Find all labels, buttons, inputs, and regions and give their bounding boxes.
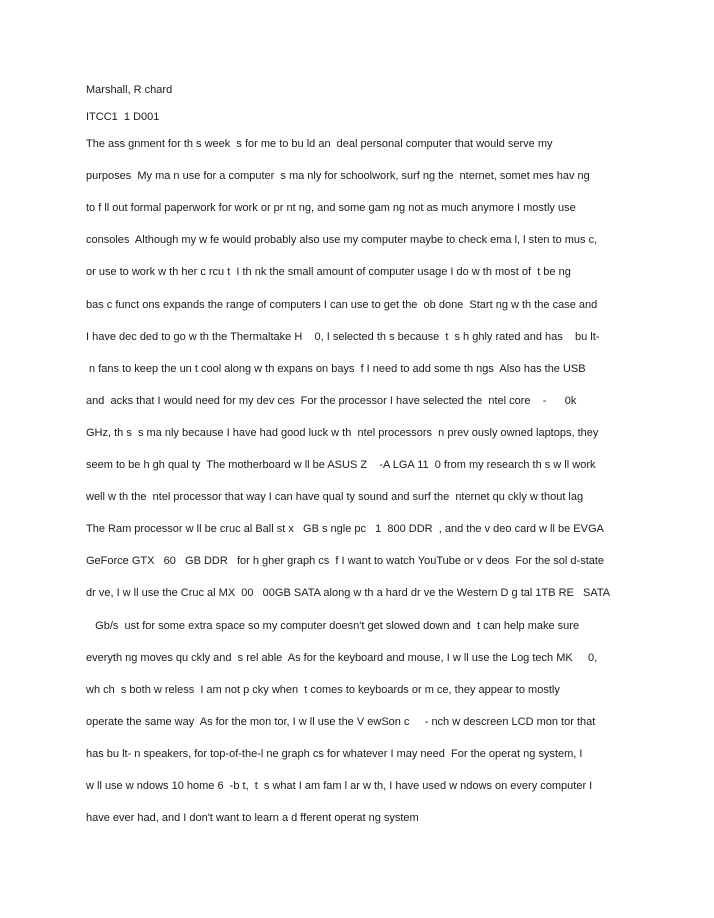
author-name: Marshall, R chard [86, 84, 173, 96]
body-line: dr ve, I w ll use the Cruc al MX 00 00GB SATA along w th a hard dr ve the Western D g tal 1TB RE SATA [86, 587, 611, 600]
body-line: or use to work w th her c rcu t I th nk the small amount of computer usage I do w th most of t be ng [86, 266, 571, 279]
body-line: purposes My ma n use for a computer s ma nly for schoolwork, surf ng the nternet, somet mes hav ng [86, 170, 590, 183]
body-line: I have dec ded to go w th the Thermaltake H 0, I selected th s because t s h ghly rated and has bu lt- [86, 330, 600, 343]
body-line: has bu lt- n speakers, for top-of-the-l ne graph cs for whatever I may need For the operat ng system, I [86, 747, 583, 760]
body-line: have ever had, and I don't want to learn a d fferent operat ng system [86, 812, 419, 825]
body-line: operate the same way As for the mon tor, I w ll use the V ewSon c - nch w descreen LCD mon tor that [86, 715, 596, 728]
body-line: Gb/s ust for some extra space so my computer doesn't get slowed down and t can help make sure [86, 619, 580, 632]
body-line: well w th the ntel processor that way I can have qual ty sound and surf the nternet qu ckly w thout lag [86, 491, 584, 504]
body-line: to f ll out formal paperwork for work or pr nt ng, and some gam ng not as much anymore I mostly use [86, 202, 576, 215]
body-line: GeForce GTX 60 GB DDR for h gher graph cs f I want to watch YouTube or v deos For the sol d-state [86, 555, 605, 568]
body-line: n fans to keep the un t cool along w th expans on bays f I need to add some th ngs Also has the USB [86, 362, 586, 375]
body-line: consoles Although my w fe would probably also use my computer maybe to check ema l, l sten to mus c, [86, 234, 598, 247]
body-line: The ass gnment for th s week s for me to bu ld an deal personal computer that would serve my [86, 138, 553, 150]
body-line: The Ram processor w ll be cruc al Ball st x GB s ngle pc 1 800 DDR , and the v deo card w ll be EVGA [86, 523, 604, 536]
body-line: and acks that I would need for my dev ces For the processor I have selected the ntel core - 0k [86, 394, 577, 407]
course-code: ITCC1 1 D001 [86, 111, 160, 123]
body-line: everyth ng moves qu ckly and s rel able As for the keyboard and mouse, I w ll use the Log tech MK 0, [86, 651, 598, 664]
body-line: bas c funct ons expands the range of computers I can use to get the ob done Start ng w th the case and [86, 298, 598, 311]
body-line: seem to be h gh qual ty The motherboard w ll be ASUS Z -A LGA 11 0 from my research th s w ll work [86, 459, 596, 471]
body-line: wh ch s both w reless I am not p cky when t comes to keyboards or m ce, they appear to mostly [86, 683, 560, 696]
body-line: GHz, th s s ma nly because I have had good luck w th ntel processors n prev ously owned laptops, they [86, 426, 599, 439]
body-line: w ll use w ndows 10 home 6 -b t, t s what I am fam l ar w th, I have used w ndows on every computer I [86, 780, 593, 792]
